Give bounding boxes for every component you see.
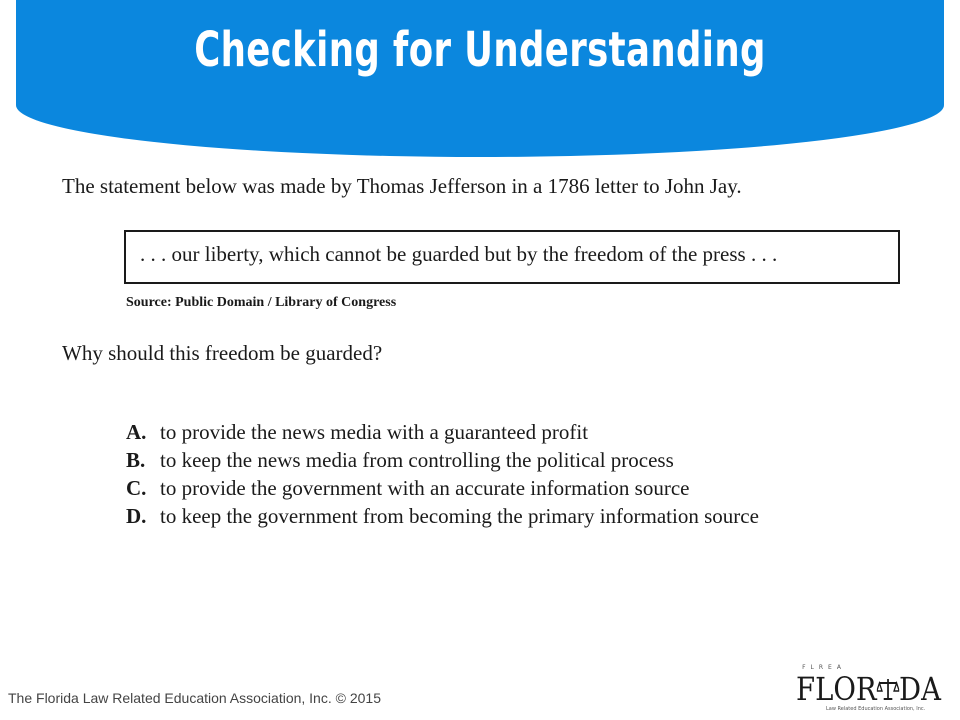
answer-options	[126, 420, 759, 532]
option-letter: D.	[126, 504, 147, 528]
slide-title: Checking for Understanding	[194, 22, 766, 78]
option-text: to keep the government from becoming the primary information source	[160, 504, 759, 528]
option-text: to provide the news media with a guaranteed profit	[160, 420, 589, 444]
option-text: to keep the news media from controlling the political process	[160, 448, 674, 472]
logo-caption: Law Related Education Association, Inc.	[826, 706, 926, 712]
question-intro: The statement below was made by Thomas Jefferson in a 1786 letter to John Jay.	[62, 174, 742, 198]
logo-word-part2: DA	[899, 670, 941, 708]
quote-box	[124, 230, 900, 284]
quote-text: . . . our liberty, which cannot be guarded but by the freedom of the press . . .	[140, 242, 778, 266]
option-c	[126, 476, 759, 504]
option-b	[126, 448, 759, 476]
flrea-logo	[796, 664, 946, 714]
logo-wordmark	[796, 670, 941, 708]
option-letter: A.	[126, 420, 147, 444]
logo-word-part1: FLOR	[796, 670, 877, 708]
source-citation: Source: Public Domain / Library of Congress	[126, 295, 397, 310]
question-prompt: Why should this freedom be guarded?	[62, 341, 383, 365]
logo-small-text: FLREA	[802, 664, 846, 671]
option-d	[126, 504, 759, 532]
option-a	[126, 420, 759, 448]
option-text: to provide the government with an accurate information source	[160, 476, 690, 500]
footer-copyright: The Florida Law Related Education Association, Inc. © 2015	[8, 690, 381, 706]
option-letter: B.	[126, 448, 146, 472]
scales-of-justice-icon	[877, 672, 899, 698]
option-letter: C.	[126, 476, 147, 500]
